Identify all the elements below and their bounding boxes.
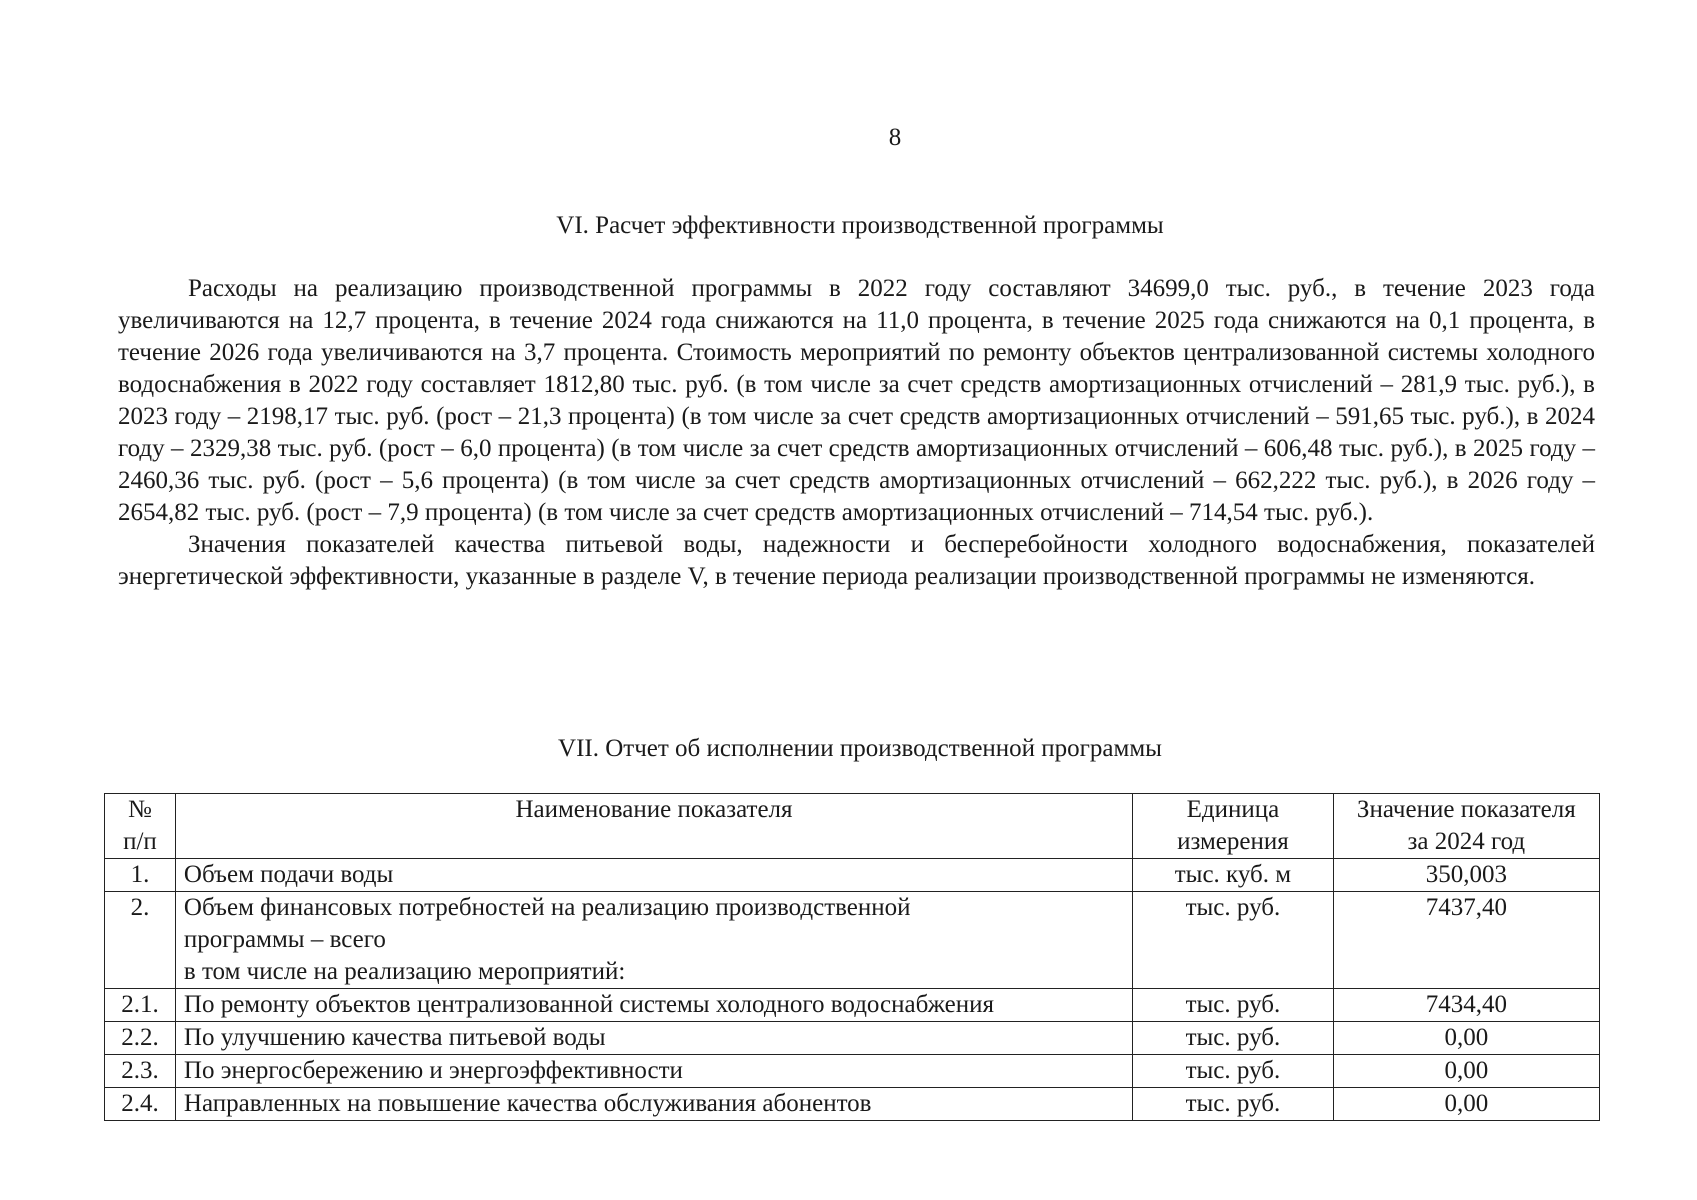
report-table <box>104 793 1600 1121</box>
row-name: Направленных на повышение качества обслуживания абонентов <box>175 1088 1132 1121</box>
row-num: 2.3. <box>105 1055 176 1088</box>
header-name: Наименование показателя <box>175 794 1132 859</box>
row-name: Объем финансовых потребностей на реализацию производственной программы – всего в том числе на реализацию мероприятий: <box>175 892 1132 989</box>
section-6-body <box>118 273 1595 593</box>
row-value: 350,003 <box>1333 859 1599 892</box>
row-num: 2.2. <box>105 1022 176 1055</box>
row-name: По улучшению качества питьевой воды <box>175 1022 1132 1055</box>
table-row <box>105 989 1600 1022</box>
header-num: № п/п <box>105 794 176 859</box>
row-value: 0,00 <box>1333 1055 1599 1088</box>
row-unit: тыс. руб. <box>1133 1088 1334 1121</box>
row-unit: тыс. руб. <box>1133 892 1334 989</box>
row-num: 2. <box>105 892 176 989</box>
row-unit: тыс. куб. м <box>1133 859 1334 892</box>
paragraph-indicators: Значения показателей качества питьевой воды, надежности и бесперебойности холодного водоснабжения, показателей энергетической эффективности, указанные в разделе V, в течение периода реализации производственной программы не изменяются. <box>118 531 1595 590</box>
table-row <box>105 1088 1600 1121</box>
table-row <box>105 1022 1600 1055</box>
row-name: По энергосбережению и энергоэффективности <box>175 1055 1132 1088</box>
row-num: 2.1. <box>105 989 176 1022</box>
row-value: 7434,40 <box>1333 989 1599 1022</box>
table-header-row <box>105 794 1600 859</box>
paragraph-expenses: Расходы на реализацию производственной программы в 2022 году составляют 34699,0 тыс. руб., в течение 2023 года увеличиваются на 12,7 процента, в течение 2024 года снижаются на 11,0 процента, в течение 2025 года снижаются на 0,1 процента, в течение 2026 года увеличиваются на 3,7 процента. Стоимость мероприятий по ремонту объектов централизованной системы холодного водоснабжения в 2022 году составляет 1812,80 тыс. руб. (в том числе за счет средств амортизационных отчислений – 281,9 тыс. руб.), в 2023 году – 2198,17 тыс. руб. (рост – 21,3 процента) (в том числе за счет средств амортизационных отчислений – 591,65 тыс. руб.), в 2024 году – 2329,38 тыс. руб. (рост – 6,0 процента) (в том числе за счет средств амортизационных отчислений – 606,48 тыс. руб.), в 2025 году – 2460,36 тыс. руб. (рост – 5,6 процента) (в том числе за счет средств амортизационных отчислений – 662,222 тыс. руб.), в 2026 году – 2654,82 тыс. руб. (рост – 7,9 процента) (в том числе за счет средств амортизационных отчислений – 714,54 тыс. руб.). <box>118 275 1595 526</box>
section-6-title: VI. Расчет эффективности производственной программы <box>556 212 1164 239</box>
row-name: По ремонту объектов централизованной системы холодного водоснабжения <box>175 989 1132 1022</box>
page-number: 8 <box>888 124 902 151</box>
row-value: 0,00 <box>1333 1022 1599 1055</box>
row-num: 1. <box>105 859 176 892</box>
row-value: 7437,40 <box>1333 892 1599 989</box>
row-unit: тыс. руб. <box>1133 1055 1334 1088</box>
row-unit: тыс. руб. <box>1133 989 1334 1022</box>
table-row <box>105 1055 1600 1088</box>
table-row <box>105 892 1600 989</box>
row-num: 2.4. <box>105 1088 176 1121</box>
header-unit: Единица измерения <box>1133 794 1334 859</box>
row-name: Объем подачи воды <box>175 859 1132 892</box>
row-unit: тыс. руб. <box>1133 1022 1334 1055</box>
row-value: 0,00 <box>1333 1088 1599 1121</box>
header-value: Значение показателя за 2024 год <box>1333 794 1599 859</box>
table-row <box>105 859 1600 892</box>
section-7-title: VII. Отчет об исполнении производственной программы <box>558 735 1162 762</box>
